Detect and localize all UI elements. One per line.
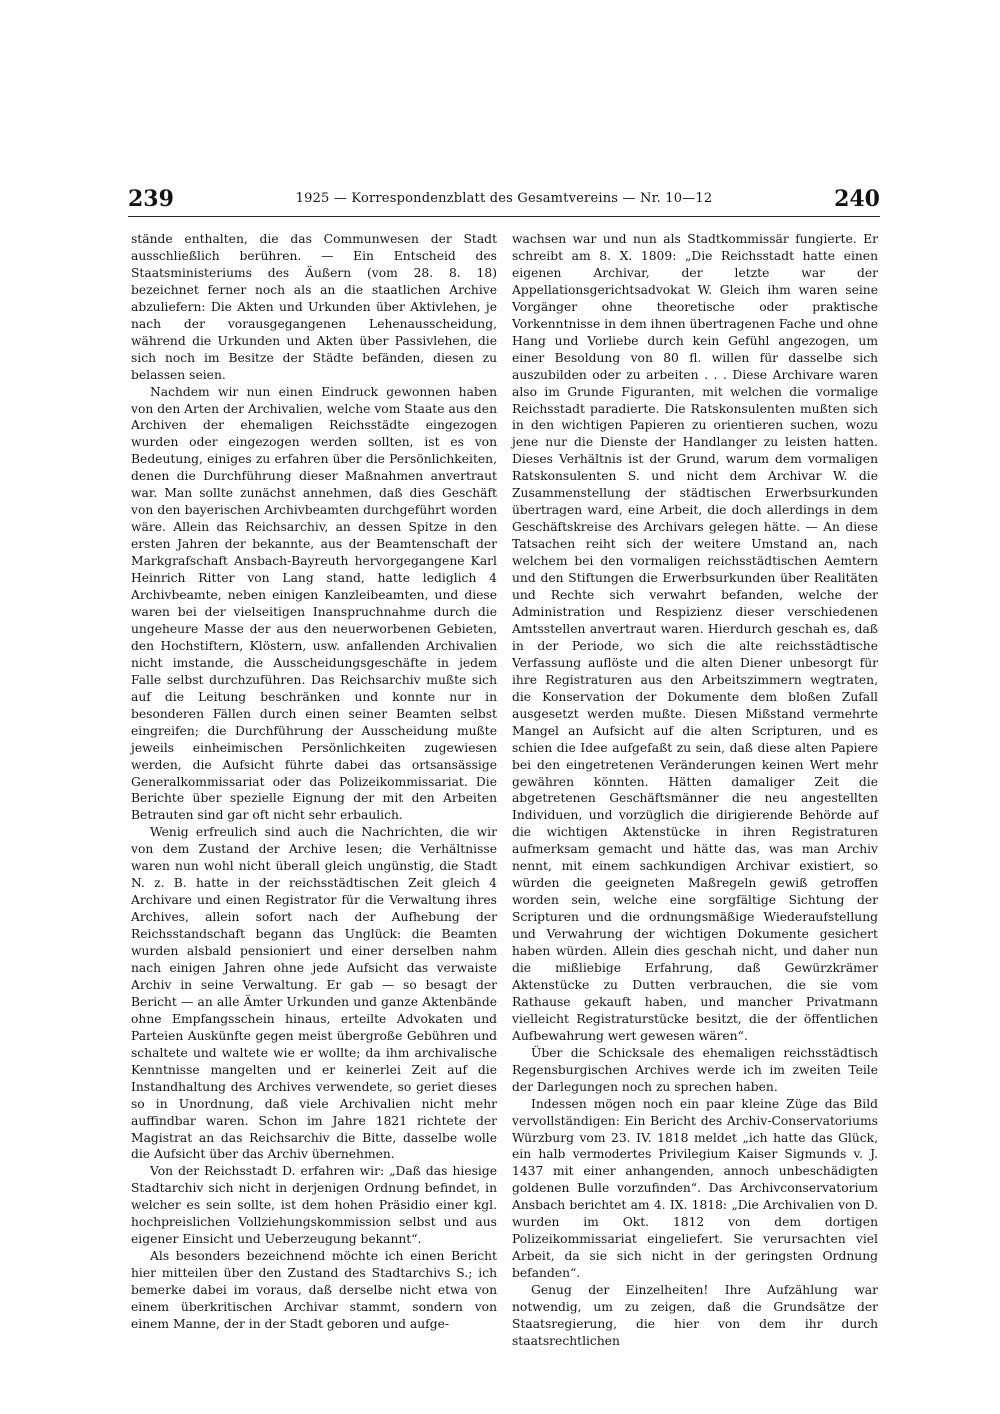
page-number-left: 239 xyxy=(128,186,174,212)
paragraph: Genug der Einzelheiten! Ihre Aufzählung war notwendig, um zu zeigen, daß die Grundsätze der Staatsregierung, die hier von dem ihr durch staatsrechtlichen xyxy=(512,1283,878,1348)
paragraph: Von der Reichsstadt D. erfahren wir: „Daß das hiesige Stadtarchiv sich nicht in derjenigen Ordnung befindet, in welcher es sein sollte, ist dem hohen Präsidio einer kgl. hochpreislichen Vollziehungskommission selbst und aus eigener Einsicht und Ueberzeugung bekannt“. xyxy=(131,1164,497,1247)
paragraph: wachsen war und nun als Stadtkommissär fungierte. Er schreibt am 8. X. 1809: „Die Reichsstadt hatte einen eigenen Archivar, der letzte war der Appellationsgerichtsadvokat W. Gleich ihm waren seine Vorgänger ohne theoretische oder praktische Vorkenntnisse in dem ihnen übertragenen Fache und ohne Hang und Vorliebe durch kein Gefühl angezogen, um einer Besoldung von 80 fl. willen für dasselbe sich auszubilden oder zu arbeiten . . . Diese Archivare waren also im Grunde Figuranten, mit welchen die vormalige Reichsstadt paradierte. Die Ratskonsulenten mußten sich in den wichtigen Papieren zu orientieren suchen, wozu jene nur die Dienste der Handlanger zu leisten hatten. Dieses Verhältnis ist der Grund, warum dem vormaligen Ratskonsulenten S. und nicht dem Archivar W. die Zusammenstellung der städtischen Erwerbsurkunden übertragen ward, eine Arbeit, die doch allerdings in dem Geschäftskreise des Archivars gelegen hätte. — An diese Tatsachen reiht sich der weitere Umstand an, nach welchem bei den vormaligen reichsstädtischen Aemtern und den Stiftungen die Erwerbsurkunden über Realitäten und Rechte sich verwahrt befanden, welche der Administration und Respizienz dieser verschiedenen Amtsstellen anvertraut waren. Hierdurch geschah es, daß in der Periode, wo sich die alte reichsstädtische Verfassung auflöste und die alten Diener unbesorgt für ihre Registraturen aus den Arbeitszimmern wegtraten, die Konservation der Dokumente dem bloßen Zufall ausgesetzt werden mußte. Diesen Mißstand vermehrte Mangel an Aufsicht auf die alten Scripturen, und es schien die Idee aufgefaßt zu sein, daß diese alten Papiere bei den eingetretenen Veränderungen keinen Wert mehr gewähren könnten. Hätten damaliger Zeit die abgetretenen Geschäftsmänner die neu angestellten Individuen, und vorzüglich die dirigierende Behörde auf die wichtigen Aktenstücke in ihren Registraturen aufmerksam gemacht und hätte das, was man Archiv nennt, mit einem sachkundigen Archivar existiert, so würden die geeigneten Maßregeln gewiß getroffen worden sein, welche eine sorgfältige Sichtung der Scripturen und die ordnungsmäßige Wiederaufstellung und Verwahrung der wichtigen Dokumente gesichert haben würden. Allein dies geschah nicht, und daher nun die mißliebige Erfahrung, daß Gewürzkrämer Aktenstücke zu Dutten verbrauchen, die sie vom Rathause gekauft haben, und mancher Privatmann vielleicht Registraturstücke besitzt, die der öffentlichen Aufbewahrung wert gewesen wären“. xyxy=(512,232,878,1043)
paragraph: Indessen mögen noch ein paar kleine Züge das Bild vervollständigen: Ein Bericht des Archiv-Conservatoriums Würzburg vom 23. IV. 1818 meldet „ich hatte das Glück, ein halb vermodertes Privilegium Kaiser Sigmunds v. J. 1437 mit einer anhangenden, annoch unbeschädigten goldenen Bulle vorzufinden“. Das Archivconservatorium Ansbach berichtet am 4. IX. 1818: „Die Archivalien von D. wurden im Okt. 1812 von dem dortigen Polizeikommissariat eingeliefert. Sie verursachten viel Arbeit, da sie sich nicht in der geringsten Ordnung befanden“. xyxy=(512,1096,878,1281)
left-column xyxy=(131,231,497,1331)
paragraph: Nachdem wir nun einen Eindruck gewonnen haben von den Arten der Archivalien, welche vom Staate aus den Archiven der ehemaligen Reichsstädte eingezogen wurden oder eingezogen werden sollten, ist es von Bedeutung, einiges zu erfahren über die Persönlichkeiten, denen die Durchführung dieser Maßnahmen anvertraut war. Man sollte zunächst annehmen, daß dies Geschäft von den bayerischen Archivbeamten durchgeführt worden wäre. Allein das Reichsarchiv, an dessen Spitze in den ersten Jahren der bekannte, aus der Beamtenschaft der Markgrafschaft Ansbach-Bayreuth hervorgegangene Karl Heinrich Ritter von Lang stand, hatte lediglich 4 Archivbeamte, neben einigen Kanzleibeamten, und diese waren bei der vielseitigen Inanspruchnahme durch die ungeheure Masse der aus den neuerworbenen Gebieten, den Hochstiftern, Klöstern, usw. anfallenden Archivalien nicht imstande, die Ausscheidungsgeschäfte in jedem Falle selbst durchzuführen. Das Reichsarchiv mußte sich auf die Leitung beschränken und konnte nur in besonderen Fällen durch einen seiner Beamten selbst eingreifen; die Durchführung der Ausscheidung mußte jeweils einheimischen Persönlichkeiten zugewiesen werden, die Aufsicht führte dabei das ortsansässige Generalkommissariat oder das Polizeikommissariat. Die Berichte über spezielle Eignung der mit den Arbeiten Betrauten sind gar oft nicht sehr erbaulich. xyxy=(131,384,497,823)
page-header xyxy=(128,186,880,216)
paragraph: Wenig erfreulich sind auch die Nachrichten, die wir von dem Zustand der Archive lesen; die Verhältnisse waren nun wohl nicht überall gleich ungünstig, die Stadt N. z. B. hatte in der reichsstädtischen Zeit gleich 4 Archivare und einen Registrator für die Verwaltung ihres Archives, allein sofort nach der Aufhebung der Reichsstandschaft begann das Unglück: die Beamten wurden alsbald pensioniert und einer derselben nahm nach einigen Jahren ohne jede Aufsicht das verwaiste Archiv in seine Verwaltung. Er gab — so besagt der Bericht — an alle Ämter Urkunden und ganze Aktenbände ohne Empfangsschein hinaus, erteilte Advokaten und Parteien Auskünfte gegen meist übergroße Gebühren und schaltete und waltete wie er wollte; da ihm archivalische Kenntnisse mangelten und er keinerlei Zeit auf die Instandhaltung des Archives verwendete, so geriet dieses so in Unordnung, daß viele Archivalien nicht mehr auffindbar waren. Schon im Jahre 1821 richtete der Magistrat an das Reichsarchiv die Bitte, dasselbe wolle die Aufsicht über das Archiv übernehmen. xyxy=(131,825,497,1162)
right-column xyxy=(512,231,878,1348)
paragraph: Über die Schicksale des ehemaligen reichsstädtisch Regensburgischen Archives werde ich im zweiten Teile der Darlegungen noch zu sprechen haben. xyxy=(512,1045,878,1094)
paragraph: stände enthalten, die das Communwesen der Stadt ausschließlich berühren. — Ein Entscheid des Staatsministeriums des Äußern (vom 28. 8. 18) bezeichnet ferner noch als an die staatlichen Archive abzuliefern: Die Akten und Urkunden über Aktivlehen, je nach der vorausgegangenen Lehenausscheidung, während die Urkunden und Akten über Passivlehen, die sich noch im Besitze der Städte befänden, diesen zu belassen seien. xyxy=(131,232,497,382)
page-number-right: 240 xyxy=(834,186,880,212)
paragraph: Als besonders bezeichnend möchte ich einen Bericht hier mitteilen über den Zustand des Stadtarchivs S.; ich bemerke dabei im voraus, daß derselbe nicht etwa von einem überkritischen Archivar stammt, sondern von einem Manne, der in der Stadt geboren und aufge- xyxy=(131,1249,497,1331)
header-rule xyxy=(128,216,880,217)
running-title: 1925 — Korrespondenzblatt des Gesamtvereins — Nr. 10—12 xyxy=(295,191,713,206)
